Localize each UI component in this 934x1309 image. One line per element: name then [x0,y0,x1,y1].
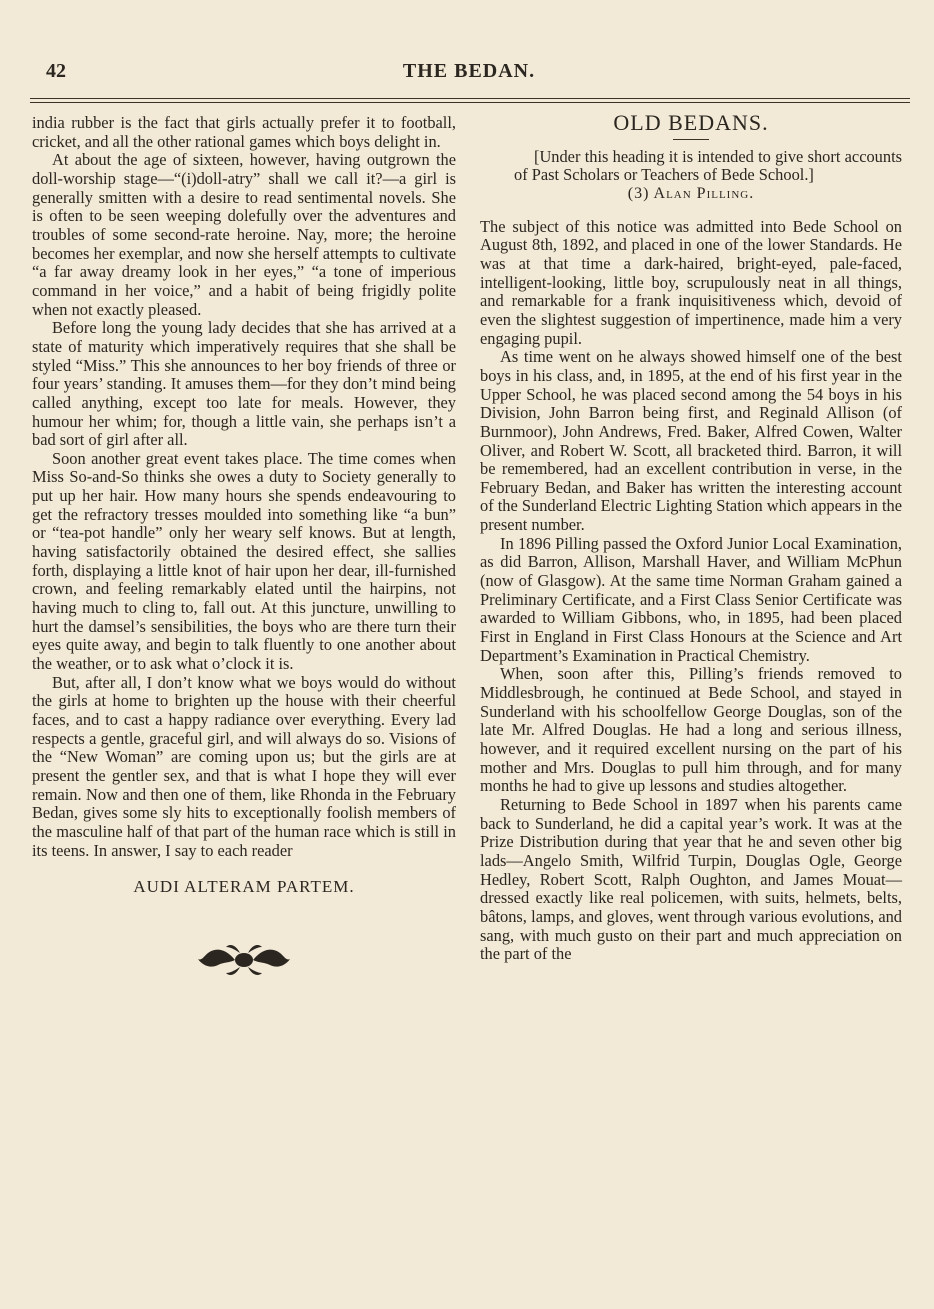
paragraph: In 1896 Pilling passed the Oxford Junior Local Examination, as did Barron, Allison, Marshall Haver, and William McPhun (now of Glasgow). At the same time Norman Graham gained a Preliminary Certificate, and a First Class Senior Certificate was awarded to William Gibbons, who, in 1895, had been placed First in England in First Class Honours at the Science and Art Department’s Examination in Practical Chemistry. [480,533,902,665]
signature: AUDI ALTERAM PARTEM. [133,877,355,897]
section-intro: [Under this heading it is intended to give short accounts of Past Scholars or Teachers of Bede School.] [514,146,902,185]
paragraph: The subject of this notice was admitted into Bede School on August 8th, 1892, and placed in one of the lower Standards. He was at that time a dark-haired, bright-eyed, pale-faced, intelligent-looking, little boy, scrupulously neat in all things, and remarkable for a frank inquisitiveness which, devoid of even the slightest suggestion of impertinence, made him a very engaging pupil. [480,216,902,348]
paragraph: Soon another great event takes place. The time comes when Miss So-and-So thinks she owes a duty to Society generally to put up her hair. How many hours she spends endeavouring to get the refractory tresses moulded into something like “a bun” or “tea-pot handle” only her weary self knows. But at length, having satisfactorily obtained the desired effect, she sallies forth, displaying a little knot of hair upon her dear, ill-furnished crown, and feeling remarkably elated until the hairpins, not having much to cling to, fall out. At this juncture, unwilling to hurt the damsel’s sensibilities, the boys who are there turn their eyes quite away, and begin to talk fluently to one another about the weather, or to ask what o’clock it is. [32,448,456,674]
header-rule-bottom [30,102,910,103]
title-rule [673,139,709,140]
page-header [30,58,908,88]
paragraph: But, after all, I don’t know what we boys would do without the girls at home to brighten up the house with their cheerful faces, and to cast a happy radiance over everything. Every lad respects a gentle, graceful girl, and will always do so. Visions of the “New Woman” are coming upon us; but the girls are at present the gentler sex, and that is what I hope they will ever remain. Now and then one of them, like Rhonda in the February Bedan, gives some sly hits to exceptionally foolish members of the masculine half of that part of the human race which is still in its teens. In answer, I say to each reader [32,672,456,860]
right-column [480,110,902,964]
header-rule-top [30,98,910,99]
paragraph: Before long the young lady decides that she has arrived at a state of maturity which imperatively requires that she shall be styled “Miss.” This she announces to her boy friends of three or four years’ standing. It amuses them—for they don’t mind being called anything, except too late for meals. However, they humour her whim; for, though a little vain, she perhaps isn’t a bad sort of girl after all. [32,318,456,450]
section-title: OLD BEDANS. [613,110,769,135]
paragraph: At about the age of sixteen, however, having outgrown the doll-worship stage—“(i)doll-atry” shall we call it?—a girl is generally smitten with a desire to read sentimental novels. She is often to be seen weeping dolefully over the adventures and troubles of some second-rate heroine. Nay, more; the heroine becomes her exemplar, and now she herself attempts to cultivate “a far away dreamy look in her eyes,” “a tone of imperious command in her voice,” and a habit of being frigidly polite when not exactly pleased. [32,150,456,319]
paragraph: When, soon after this, Pilling’s friends removed to Middlesbrough, he continued at Bede School, and stayed in Sunderland with his schoolfellow George Douglas, son of the late Mr. Alfred Douglas. He had a long and serious illness, however, and it required excellent nursing on the part of his mother and Mrs. Douglas to pull him through, and for many months he had to give up lessons and studies altogether. [480,664,902,796]
running-title: THE BEDAN. [402,60,536,82]
fleuron-ornament-icon [196,939,292,981]
paragraph: india rubber is the fact that girls actually prefer it to football, cricket, and all the other rational games which boys delight in. [32,113,456,151]
paragraph: Returning to Bede School in 1897 when his parents came back to Sunderland, he did a capital year’s work. It was at the Prize Distribution during that year that he and seven other big lads—Angelo Smith, Wilfrid Turpin, Douglas Ogle, George Hedley, Robert Scott, Ralph Oughton, and James Mouat—dressed exactly like real policemen, with suits, helmets, belts, bâtons, lamps, and gloves, went through various evolutions, and sang, with much gusto on their part and much appreciation on the part of the [480,794,902,964]
paragraph: As time went on he always showed himself one of the best boys in his class, and, in 1895, at the end of his first year in the Upper School, he was placed second among the 54 boys in his Division, John Barron being first, and Reginald Allison (of Burnmoor), John Andrews, Fred. Baker, Alfred Cowen, Walter Oliver, and Robert W. Scott, all bracketed third. Barron, it will be remembered, had an excellent contribution in verse, in the February Bedan, and Baker has written the interesting account of the Sunderland Electric Lighting Station which appears in the present number. [480,347,902,535]
article-subheading: (3) Alan Pilling. [627,184,755,202]
page-number: 42 [46,60,66,82]
left-column [32,114,456,981]
